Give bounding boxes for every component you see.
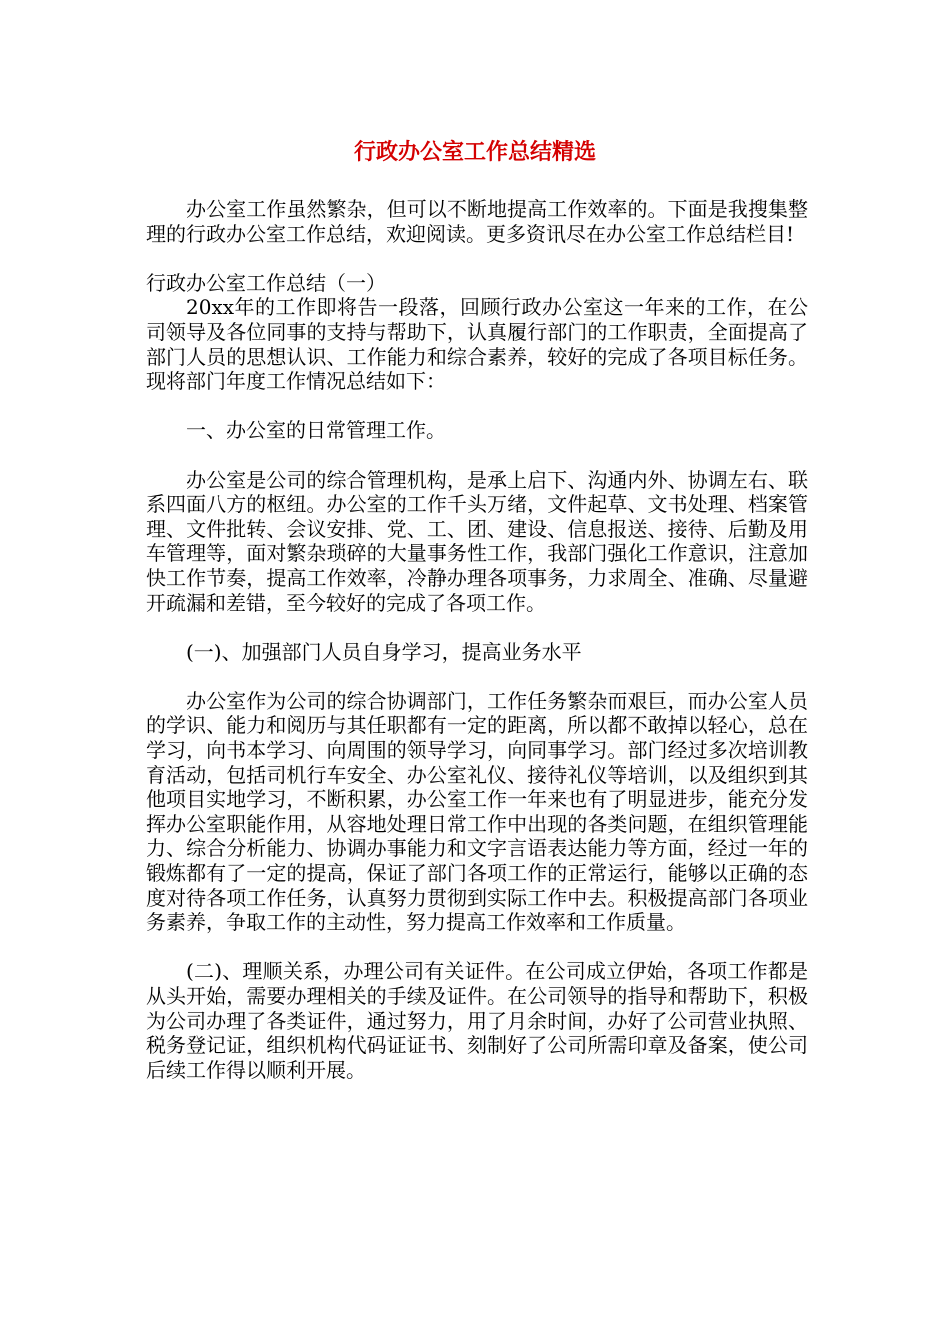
body-paragraph: 办公室作为公司的综合协调部门，工作任务繁杂而艰巨，而办公室人员的学识、能力和阅历与其任职都有一定的距离，所以都不敢掉以轻心，总在学习，向书本学习、向周围的领导学习，向同事学习。部门经过多次培训教育活动，包括司机行车安全、办公室礼仪、接待礼仪等培训，以及组织到其他项目实地学习，不断积累，办公室工作一年来也有了明显进步，能充分发挥办公室职能作用，从容地处理日常工作中出现的各类问题，在组织管理能力、综合分析能力、协调办事能力和文字言语表达能力等方面，经过一年的锻炼都有了一定的提高，保证了部门各项工作的正常运行，能够以正确的态度对待各项工作任务，认真努力贯彻到实际工作中去。积极提高部门各项业务素养，争取工作的主动性，努力提高工作效率和工作质量。 <box>146 688 808 935</box>
intro-paragraph: 办公室工作虽然繁杂，但可以不断地提高工作效率的。下面是我搜集整理的行政办公室工作总结，欢迎阅读。更多资讯尽在办公室工作总结栏目! <box>146 197 808 246</box>
paragraph-gap <box>146 615 808 640</box>
body-paragraph: (二)、理顺关系，办理公司有关证件。在公司成立伊始，各项工作都是从头开始，需要办理相关的手续及证件。在公司领导的指导和帮助下，积极为公司办理了各类证件，通过努力，用了月余时间，办好了公司营业执照、税务登记证，组织机构代码证证书、刻制好了公司所需印章及备案，使公司后续工作得以顺利开展。 <box>146 959 808 1082</box>
section-heading: 行政办公室工作总结（一） <box>146 270 386 295</box>
body-paragraph: 办公室是公司的综合管理机构，是承上启下、沟通内外、协调左右、联系四面八方的枢纽。办公室的工作千头万绪，文件起草、文书处理、档案管理、文件批转、会议安排、党、工、团、建设、信息报送、接待、后勤及用车管理等，面对繁杂琐碎的大量事务性工作，我部门强化工作意识，注意加快工作节奏，提高工作效率，冷静办理各项事务，力求周全、准确、尽量避开疏漏和差错，至今较好的完成了各项工作。 <box>146 467 808 615</box>
body-paragraph: 20xx年的工作即将告一段落，回顾行政办公室这一年来的工作，在公司领导及各位同事的支持与帮助下，认真履行部门的工作职责，全面提高了部门人员的思想认识、工作能力和综合素养，较好的完成了各项目标任务。现将部门年度工作情况总结如下： <box>146 295 808 394</box>
paragraph-gap <box>146 394 808 419</box>
paragraph-gap <box>146 935 808 960</box>
document-body <box>146 197 808 1082</box>
paragraph-gap <box>146 443 808 468</box>
paragraph-gap <box>146 246 808 271</box>
subsection-heading: (一)、加强部门人员自身学习，提高业务水平 <box>186 639 582 664</box>
document-title: 行政办公室工作总结精选 <box>353 140 596 165</box>
paragraph-gap <box>146 664 808 689</box>
subsection-heading: 一、办公室的日常管理工作。 <box>186 418 446 443</box>
